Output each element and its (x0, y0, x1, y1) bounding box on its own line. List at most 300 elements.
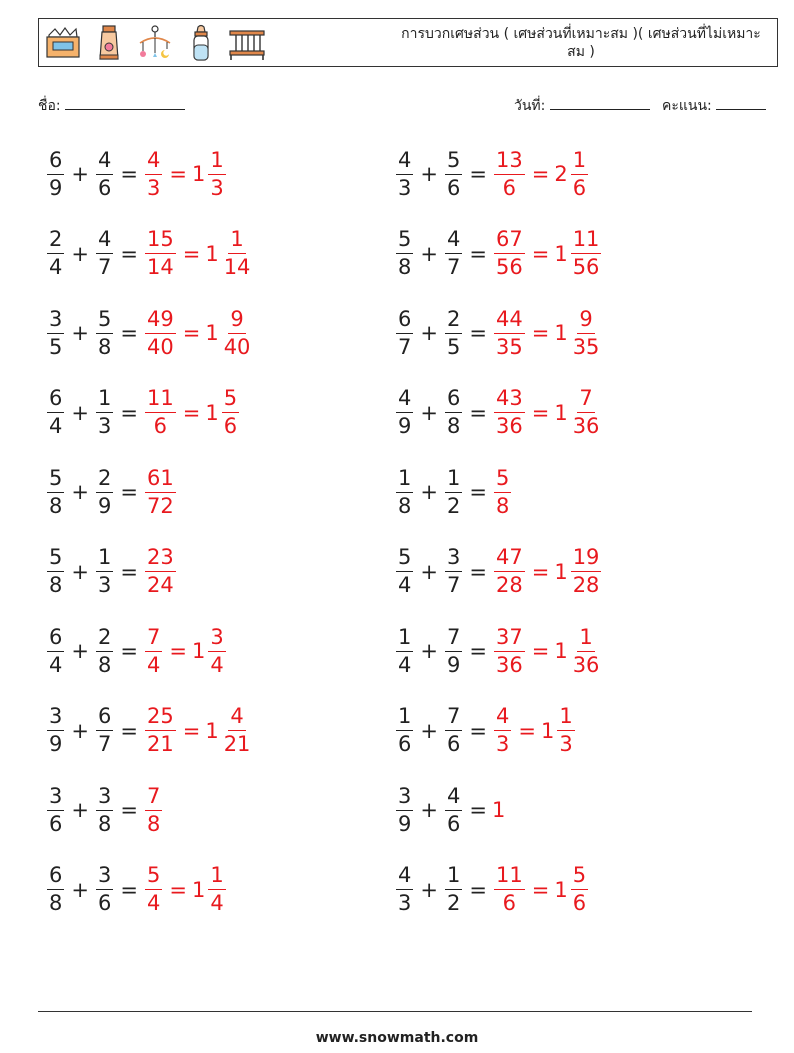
equals-sign: = (120, 241, 138, 266)
numerator: 19 (571, 547, 602, 572)
denominator: 8 (49, 891, 63, 915)
answer-equals-sign: = (182, 241, 201, 266)
numerator: 4 (396, 150, 413, 175)
numerator: 6 (47, 150, 64, 175)
mixed-whole-number: 1 (554, 877, 568, 902)
denominator: 6 (97, 891, 112, 915)
answer-equals-sign: = (531, 559, 550, 584)
answer-equals-sign: = (169, 639, 187, 663)
denominator: 6 (572, 891, 587, 915)
denominator: 4 (210, 891, 224, 915)
numerator: 5 (445, 150, 462, 175)
denominator: 9 (398, 811, 412, 836)
denominator: 3 (559, 732, 573, 756)
numerator: 4 (445, 229, 462, 254)
denominator: 4 (210, 652, 224, 677)
addend-fraction (445, 865, 462, 914)
answer-fraction (494, 706, 511, 755)
denominator: 8 (49, 493, 63, 518)
plus-sign: + (71, 559, 89, 584)
numerator: 6 (396, 309, 413, 334)
answer (143, 547, 178, 596)
addend-fraction (445, 465, 462, 518)
answer (492, 624, 603, 677)
addend-fraction (396, 865, 413, 914)
answer-equals-sign: = (531, 639, 550, 663)
denominator: 3 (495, 732, 510, 756)
answer-fraction (145, 624, 162, 677)
denominator: 21 (223, 732, 251, 756)
baby-bottle-icon (181, 23, 221, 63)
mixed-whole-number: 1 (191, 162, 206, 186)
answer (492, 798, 505, 822)
denominator: 7 (97, 732, 112, 756)
answer-integer: 1 (491, 798, 506, 822)
plus-sign: + (420, 400, 438, 425)
numerator: 44 (494, 309, 525, 334)
denominator: 7 (398, 334, 412, 359)
numerator: 1 (208, 865, 225, 890)
denominator: 8 (495, 493, 510, 518)
mixed-whole-number: 2 (554, 162, 568, 186)
equals-sign: = (469, 480, 487, 504)
denominator: 6 (502, 891, 517, 915)
denominator: 4 (146, 891, 161, 915)
numerator: 4 (145, 150, 162, 175)
plus-sign: + (420, 162, 438, 186)
answer-equals-sign: = (169, 162, 187, 186)
mixed-whole-number: 1 (205, 321, 219, 345)
mixed-fraction (571, 547, 602, 596)
mixed-fraction (571, 229, 602, 278)
denominator: 6 (446, 811, 461, 836)
plus-sign: + (71, 321, 89, 345)
answer-equals-sign: = (531, 241, 550, 266)
answer-fraction (494, 865, 525, 914)
answer-fraction (494, 624, 525, 677)
worksheet-title: การบวกเศษส่วน ( เศษส่วนที่เหมาะสม )( เศษส่วนที่ไม่เหมาะสม ) (401, 26, 761, 60)
denominator: 3 (210, 175, 224, 200)
addend-fraction (396, 706, 413, 755)
plus-sign: + (71, 798, 89, 822)
addend-fraction (96, 306, 113, 359)
addend-fraction (396, 465, 413, 518)
numerator: 4 (96, 150, 113, 175)
answer (492, 388, 603, 437)
denominator: 14 (146, 255, 174, 279)
denominator: 35 (495, 334, 523, 359)
answer (143, 865, 228, 914)
answer-fraction (145, 865, 162, 914)
denominator: 6 (153, 414, 168, 438)
denominator: 8 (97, 652, 112, 677)
answer-fraction (145, 547, 176, 596)
answer-fraction (145, 229, 176, 278)
plus-sign: + (420, 877, 438, 902)
addend-fraction (396, 388, 413, 437)
denominator: 8 (97, 334, 112, 359)
numerator: 4 (396, 388, 413, 413)
addend-fraction (47, 306, 64, 359)
denominator: 3 (398, 175, 412, 200)
numerator: 2 (445, 309, 462, 334)
addend-fraction (47, 624, 64, 677)
answer-fraction (145, 147, 162, 200)
denominator: 8 (146, 811, 161, 836)
numerator: 67 (494, 229, 525, 254)
answer-fraction (494, 147, 525, 200)
worksheet-header (38, 18, 778, 67)
numerator: 9 (228, 309, 245, 334)
problem-item (394, 779, 505, 841)
denominator: 36 (572, 414, 600, 438)
numerator: 3 (96, 786, 113, 811)
denominator: 3 (398, 891, 412, 915)
denominator: 9 (446, 652, 461, 677)
numerator: 5 (222, 388, 239, 413)
equals-sign: = (120, 798, 138, 822)
answer (492, 706, 577, 755)
answer (143, 465, 178, 518)
date-blank-line[interactable] (550, 95, 650, 110)
numerator: 11 (145, 388, 176, 413)
equals-sign: = (469, 639, 487, 663)
answer (143, 783, 164, 836)
numerator: 1 (96, 388, 113, 413)
addend-fraction (396, 624, 413, 677)
equals-sign: = (469, 400, 487, 425)
problem-item (394, 302, 603, 364)
equals-sign: = (120, 877, 138, 902)
denominator: 6 (97, 175, 112, 200)
answer-equals-sign: = (531, 162, 550, 186)
answer (492, 465, 513, 518)
answer-fraction (145, 706, 176, 755)
numerator: 5 (396, 229, 413, 254)
answer-equals-sign: = (169, 877, 187, 902)
answer-equals-sign: = (531, 321, 550, 345)
denominator: 5 (446, 334, 461, 359)
numerator: 4 (96, 229, 113, 254)
answer-fraction (494, 547, 525, 596)
mixed-fraction (222, 388, 239, 437)
numerator: 1 (557, 706, 574, 731)
numerator: 5 (47, 468, 64, 493)
answer (143, 706, 254, 755)
denominator: 14 (223, 255, 251, 279)
addend-fraction (96, 388, 113, 437)
answer-fraction (145, 306, 176, 359)
cream-tube-icon (89, 23, 129, 63)
numerator: 2 (96, 468, 113, 493)
denominator: 6 (572, 175, 587, 200)
numerator: 7 (145, 786, 162, 811)
denominator: 8 (398, 255, 412, 279)
denominator: 8 (49, 573, 63, 597)
problem-item (394, 700, 577, 762)
denominator: 9 (49, 732, 63, 756)
mixed-whole-number: 1 (205, 400, 219, 425)
mixed-fraction (571, 147, 588, 200)
addend-fraction (47, 229, 64, 278)
answer (492, 547, 603, 596)
problem-item (394, 541, 603, 603)
plus-sign: + (420, 241, 438, 266)
addend-fraction (47, 147, 64, 200)
numerator: 7 (145, 627, 162, 652)
denominator: 6 (446, 175, 461, 200)
numerator: 5 (47, 547, 64, 572)
numerator: 3 (396, 786, 413, 811)
equals-sign: = (469, 798, 487, 822)
answer (492, 865, 590, 914)
denominator: 9 (97, 493, 112, 518)
mixed-whole-number: 1 (554, 321, 568, 345)
equals-sign: = (469, 321, 487, 345)
equals-sign: = (120, 400, 138, 425)
numerator: 1 (571, 150, 588, 175)
numerator: 5 (396, 547, 413, 572)
denominator: 4 (49, 414, 63, 438)
mixed-fraction (557, 706, 574, 755)
numerator: 7 (577, 388, 594, 413)
denominator: 4 (49, 255, 63, 279)
problem-item (394, 382, 603, 444)
equals-sign: = (120, 162, 138, 186)
mixed-fraction (222, 706, 253, 755)
addend-fraction (445, 229, 462, 278)
addend-fraction (445, 147, 462, 200)
addend-fraction (47, 783, 64, 836)
answer-equals-sign: = (182, 718, 201, 743)
problem-item (45, 223, 254, 285)
denominator: 4 (146, 652, 161, 677)
denominator: 24 (146, 573, 174, 597)
score-label: คะแนน: (662, 98, 712, 114)
addend-fraction (96, 229, 113, 278)
answer-equals-sign: = (182, 321, 201, 345)
problem-item (45, 382, 241, 444)
answer-equals-sign: = (531, 400, 550, 425)
addend-fraction (96, 706, 113, 755)
plus-sign: + (71, 639, 89, 663)
numerator: 7 (445, 627, 462, 652)
answer-equals-sign: = (182, 400, 201, 425)
addend-fraction (445, 783, 462, 836)
addend-fraction (96, 465, 113, 518)
mixed-fraction (208, 624, 225, 677)
name-label: ชื่อ: (38, 98, 61, 114)
denominator: 7 (446, 573, 461, 597)
addend-fraction (396, 547, 413, 596)
plus-sign: + (420, 639, 438, 663)
addend-fraction (96, 865, 113, 914)
equals-sign: = (120, 480, 138, 504)
denominator: 3 (97, 573, 112, 597)
numerator: 37 (494, 627, 525, 652)
numerator: 6 (96, 706, 113, 731)
plus-sign: + (420, 559, 438, 584)
mixed-fraction (208, 865, 225, 914)
addend-fraction (96, 624, 113, 677)
tissue-box-icon (43, 23, 83, 63)
denominator: 3 (146, 175, 161, 200)
addend-fraction (396, 147, 413, 200)
plus-sign: + (71, 480, 89, 504)
plus-sign: + (71, 241, 89, 266)
numerator: 2 (96, 627, 113, 652)
equals-sign: = (120, 321, 138, 345)
denominator: 7 (446, 255, 461, 279)
plus-sign: + (71, 718, 89, 743)
mixed-whole-number: 1 (191, 639, 206, 663)
numerator: 1 (396, 706, 413, 731)
numerator: 11 (571, 229, 602, 254)
denominator: 4 (49, 652, 63, 677)
problem-item (45, 859, 228, 921)
addend-fraction (445, 388, 462, 437)
equals-sign: = (120, 639, 138, 663)
numerator: 11 (494, 865, 525, 890)
date-label: วันที่: (514, 98, 546, 114)
mixed-whole-number: 1 (554, 639, 568, 663)
addend-fraction (96, 783, 113, 836)
mixed-fraction (208, 147, 225, 200)
plus-sign: + (420, 480, 438, 504)
numerator: 1 (445, 468, 462, 493)
addend-fraction (47, 865, 64, 914)
problem-item (394, 223, 603, 285)
denominator: 7 (97, 255, 112, 279)
denominator: 56 (495, 255, 523, 279)
numerator: 3 (445, 547, 462, 572)
mixed-whole-number: 1 (540, 718, 555, 743)
mixed-fraction (571, 624, 602, 677)
plus-sign: + (420, 718, 438, 743)
plus-sign: + (71, 162, 89, 186)
numerator: 3 (47, 786, 64, 811)
addend-fraction (445, 706, 462, 755)
mixed-whole-number: 1 (554, 241, 568, 266)
answer-fraction (494, 306, 525, 359)
problem-item (45, 461, 178, 523)
denominator: 9 (49, 175, 63, 200)
numerator: 3 (47, 309, 64, 334)
equals-sign: = (469, 718, 487, 743)
denominator: 4 (398, 652, 412, 677)
denominator: 28 (495, 573, 523, 597)
numerator: 3 (96, 865, 113, 890)
plus-sign: + (71, 400, 89, 425)
numerator: 5 (145, 865, 162, 890)
addend-fraction (47, 547, 64, 596)
denominator: 6 (398, 732, 412, 756)
problem-item (45, 143, 228, 205)
score-field (662, 95, 766, 117)
numerator: 61 (145, 468, 176, 493)
numerator: 1 (396, 627, 413, 652)
name-field (38, 95, 185, 117)
plus-sign: + (420, 321, 438, 345)
answer (143, 624, 228, 677)
problem-item (45, 700, 254, 762)
denominator: 9 (398, 414, 412, 438)
problem-item (45, 779, 164, 841)
equals-sign: = (469, 241, 487, 266)
answer-equals-sign: = (518, 718, 536, 743)
denominator: 40 (223, 334, 251, 359)
mixed-whole-number: 1 (205, 241, 219, 266)
denominator: 5 (49, 334, 63, 359)
numerator: 6 (47, 627, 64, 652)
baby-mobile-icon (135, 23, 175, 63)
numerator: 1 (208, 150, 225, 175)
problem-item (45, 302, 254, 364)
numerator: 4 (494, 706, 511, 731)
plus-sign: + (71, 877, 89, 902)
problem-item (394, 461, 513, 523)
addend-fraction (396, 306, 413, 359)
numerator: 5 (571, 865, 588, 890)
answer (492, 306, 603, 359)
score-blank-line[interactable] (716, 95, 766, 110)
numerator: 43 (494, 388, 525, 413)
answer (143, 388, 241, 437)
numerator: 15 (145, 229, 176, 254)
problem-item (394, 859, 590, 921)
equals-sign: = (120, 559, 138, 584)
numerator: 4 (228, 706, 245, 731)
denominator: 36 (495, 414, 523, 438)
mixed-whole-number: 1 (554, 400, 568, 425)
numerator: 6 (47, 865, 64, 890)
numerator: 7 (445, 706, 462, 731)
numerator: 2 (47, 229, 64, 254)
denominator: 6 (223, 414, 238, 438)
footer-divider (38, 1011, 752, 1012)
name-blank-line[interactable] (65, 95, 185, 110)
denominator: 56 (572, 255, 600, 279)
denominator: 6 (446, 732, 461, 756)
crib-icon (227, 23, 267, 63)
addend-fraction (445, 547, 462, 596)
denominator: 21 (146, 732, 174, 756)
addend-fraction (445, 306, 462, 359)
numerator: 13 (494, 150, 525, 175)
addend-fraction (96, 147, 113, 200)
answer-equals-sign: = (531, 877, 550, 902)
addend-fraction (445, 624, 462, 677)
answer (143, 306, 254, 359)
denominator: 40 (146, 334, 174, 359)
numerator: 1 (577, 627, 594, 652)
problem-item (45, 541, 178, 603)
numerator: 3 (47, 706, 64, 731)
denominator: 3 (97, 414, 112, 438)
denominator: 4 (398, 573, 412, 597)
mixed-fraction (571, 306, 602, 359)
numerator: 5 (494, 468, 511, 493)
addend-fraction (396, 229, 413, 278)
answer (492, 229, 603, 278)
numerator: 1 (228, 229, 245, 254)
denominator: 8 (446, 414, 461, 438)
denominator: 6 (49, 811, 63, 836)
denominator: 2 (446, 493, 461, 518)
answer-fraction (145, 388, 176, 437)
answer-fraction (494, 465, 511, 518)
mixed-fraction (571, 388, 602, 437)
